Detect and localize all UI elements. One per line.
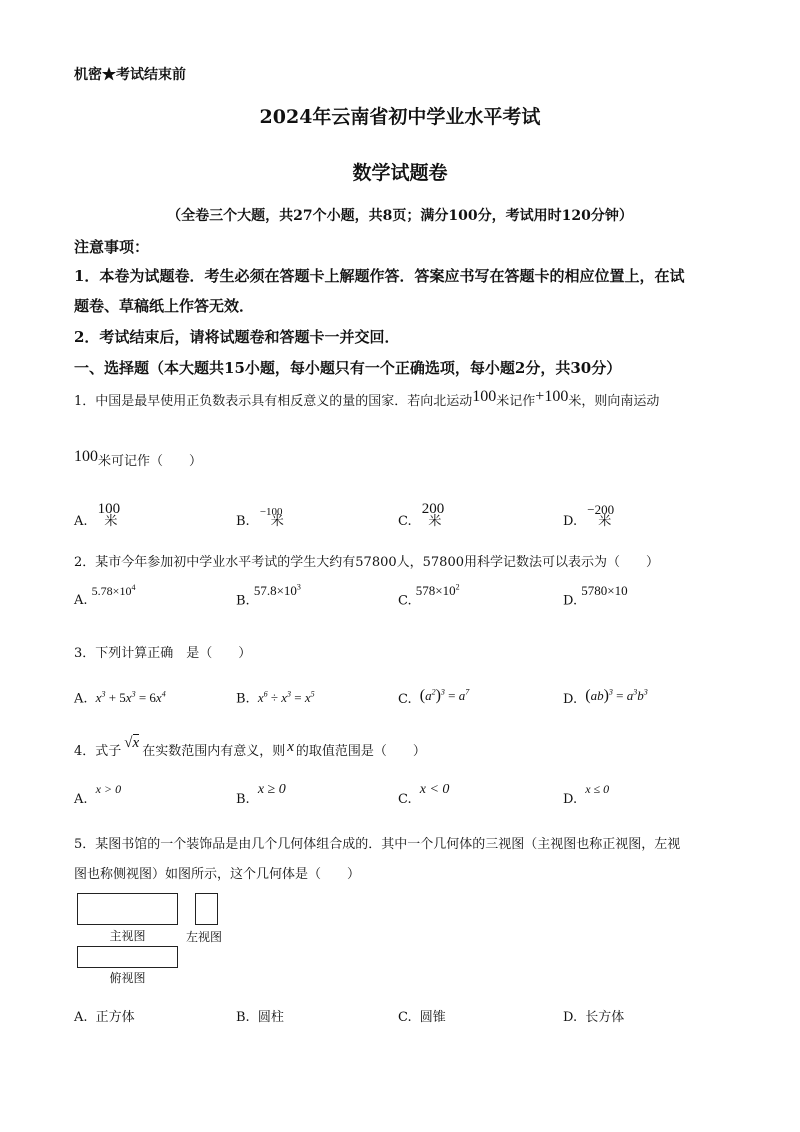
option-letter: D. <box>563 514 578 529</box>
q3-option-a[interactable] <box>74 690 166 707</box>
option-letter: A. <box>74 593 88 608</box>
option-expr: x ≤ 0 <box>585 782 610 796</box>
expr-base: 5.78×10 <box>91 584 132 598</box>
option-expr <box>92 584 136 598</box>
top-view-rect <box>77 946 178 968</box>
option-letter: D. <box>563 692 578 707</box>
q5-option-a[interactable] <box>74 1006 135 1025</box>
option-unit: 米 <box>598 514 612 529</box>
expr-base: 578×10 <box>415 583 456 599</box>
option-expr: $x^6 \div x^3 = x^5$ <box>257 690 315 706</box>
section-1-heading: 一、选择题（本大题共15小题，每小题只有一个正确选项，每小题2分，共30分） <box>74 359 622 377</box>
q5-option-b[interactable] <box>236 1006 284 1025</box>
notice-heading: 注意事项： <box>74 238 150 256</box>
q5-option-d[interactable] <box>563 1006 624 1025</box>
q1-option-c[interactable] <box>398 501 455 530</box>
expr-base: 5780×10 <box>581 583 628 599</box>
q1-option-a[interactable] <box>74 501 131 530</box>
option-unit: 米 <box>104 514 118 529</box>
question-3: 3．下列计算正确 是（ ） <box>74 646 252 661</box>
option-expr: $(ab)^3 = a^3b^3$ <box>585 687 648 704</box>
q3-option-d[interactable] <box>563 687 648 708</box>
question-5-cont: 图也称侧视图）如图所示，这个几何体是（ ） <box>74 867 361 882</box>
option-text: 圆锥 <box>419 1010 446 1025</box>
option-value: −100 <box>259 506 283 518</box>
question-1 <box>74 390 659 410</box>
q4-text-b: 在实数范围内有意义，则 <box>142 744 286 759</box>
option-unit: 米 <box>428 514 442 529</box>
option-letter: A. <box>74 792 88 807</box>
option-letter: C. <box>398 1010 412 1025</box>
sqrt-x-expr: √x <box>124 735 140 751</box>
option-letter: B. <box>236 1010 250 1025</box>
option-expr: $x^3 + 5x^3 = 6x^4$ <box>95 690 166 706</box>
q4-option-a[interactable] <box>74 782 122 807</box>
q2-option-d[interactable] <box>563 583 628 609</box>
exam-title: 2024年云南省初中学业水平考试 <box>259 106 541 128</box>
question-5: 5．某图书馆的一个装饰品是由几个几何体组合成的．其中一个几何体的三视图（主视图也称正视图，左视 <box>74 837 681 852</box>
top-view-label: 俯视图 <box>109 971 146 985</box>
left-view-rect <box>195 893 218 925</box>
q1-text-a: 1．中国是最早使用正负数表示具有相反意义的量的国家．若向北运动 <box>74 394 473 409</box>
option-letter: C. <box>398 593 412 609</box>
expr-exponent: 4 <box>131 583 136 592</box>
left-view-label: 左视图 <box>186 930 223 944</box>
exam-subtitle: 数学试题卷 <box>352 162 448 184</box>
q1-option-d[interactable] <box>563 502 625 529</box>
option-text: 长方体 <box>585 1010 625 1025</box>
option-value: 100 <box>97 501 121 517</box>
question-2: 2．某市今年参加初中学业水平考试的学生大约有57800人，57800用科学记数法可以表示为（ ） <box>74 555 659 570</box>
q4-text-c: 的取值范围是（ ） <box>295 744 426 759</box>
q4-var: x <box>287 739 294 755</box>
notice-item-2: 2．考试结束后，请将试题卷和答题卡一并交回． <box>74 328 400 346</box>
option-expr: x < 0 <box>419 782 450 797</box>
q4-option-d[interactable] <box>563 782 610 807</box>
q4-text-a: 4．式子 <box>74 744 122 759</box>
option-letter: B. <box>236 792 250 807</box>
option-letter: A. <box>74 1010 88 1025</box>
option-letter: C. <box>398 692 412 707</box>
option-expr: $(a^2)^3 = a^7$ <box>419 687 470 704</box>
option-letter: D. <box>563 1010 578 1025</box>
option-letter: B. <box>236 514 250 529</box>
question-1-line2 <box>74 450 202 470</box>
q1-num2: +100 <box>535 388 569 405</box>
option-letter: A. <box>74 514 88 529</box>
option-expr <box>581 583 627 598</box>
q4-option-c[interactable] <box>398 782 450 808</box>
option-letter: A. <box>74 691 88 707</box>
q3-option-c[interactable] <box>398 687 470 708</box>
q1-option-b[interactable] <box>236 506 294 529</box>
option-letter: C. <box>398 792 412 807</box>
q5-option-c[interactable] <box>398 1006 446 1025</box>
option-letter: D. <box>563 593 578 609</box>
q1-text-c: 米，则向南运动 <box>568 394 660 409</box>
option-text: 正方体 <box>95 1010 135 1025</box>
option-expr: x > 0 <box>95 782 122 796</box>
option-letter: D. <box>563 792 578 807</box>
confidential-mark: 机密★考试结束前 <box>74 67 186 83</box>
option-unit: 米 <box>270 514 284 529</box>
q1-line2-text: 米可记作（ ） <box>98 454 203 469</box>
option-letter: C. <box>398 514 412 529</box>
q4-option-b[interactable] <box>236 782 286 808</box>
question-4 <box>74 735 426 760</box>
q3-option-b[interactable] <box>236 690 315 707</box>
exam-info: （全卷三个大题，共27个小题，共8页；满分100分，考试用时120分钟） <box>167 208 633 224</box>
option-value: −200 <box>587 502 615 517</box>
expr-exponent: 3 <box>296 583 301 592</box>
front-view-label: 主视图 <box>109 929 146 943</box>
q1-num1: 100 <box>472 388 497 405</box>
option-expr: x ≥ 0 <box>257 782 286 797</box>
option-letter: B. <box>236 691 250 707</box>
option-letter: B. <box>236 593 250 609</box>
q1-text-b: 米记作 <box>496 394 536 409</box>
front-view-rect <box>77 893 178 925</box>
notice-item-1: 1．本卷为试题卷．考生必须在答题卡上解题作答．答案应书写在答题卡的相应位置上，在试 <box>74 267 685 285</box>
option-value: 200 <box>421 501 445 517</box>
expr-exponent: 2 <box>455 583 460 592</box>
option-expr <box>416 583 460 598</box>
notice-item-1-cont: 题卷、草稿纸上作答无效． <box>74 297 255 315</box>
q1-line2-num: 100 <box>74 448 98 465</box>
expr-base: 57.8×10 <box>253 583 297 599</box>
option-text: 圆柱 <box>257 1010 284 1025</box>
option-expr <box>254 583 301 598</box>
